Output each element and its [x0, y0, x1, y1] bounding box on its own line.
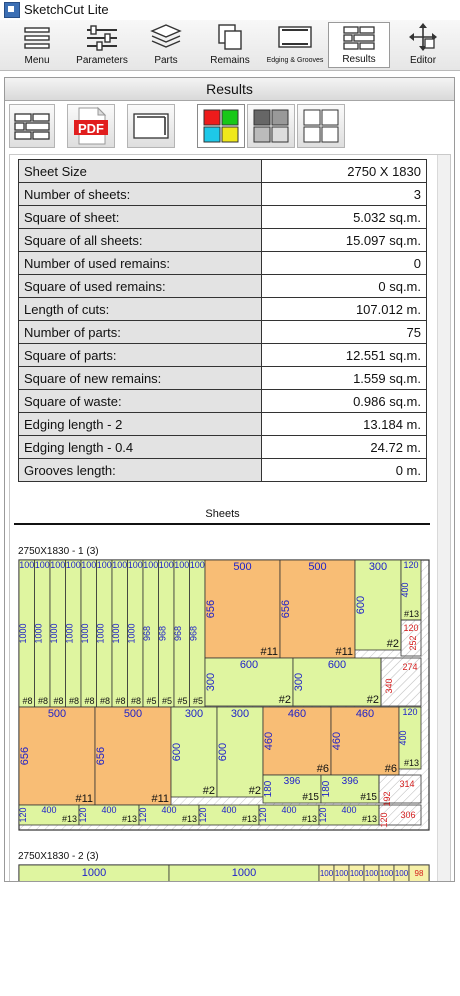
stats-row [19, 252, 427, 275]
stats-value: 107.012 m. [262, 298, 427, 321]
toolbar-edging-button[interactable] [262, 22, 328, 68]
toolbar-remains-button[interactable] [198, 22, 262, 68]
part-height-label: 300 [293, 672, 305, 692]
part-id-label: #15 [360, 792, 377, 803]
part-width-label: 100 [143, 560, 159, 570]
part-id-label: #2 [386, 638, 399, 650]
sheet-2-layout[interactable] [18, 864, 430, 882]
stats-key: Edging length - 0.4 [19, 436, 262, 459]
part-id-label: #5 [161, 696, 172, 706]
part-id-label: #8 [115, 696, 126, 706]
part-height-label: 656 [205, 599, 217, 619]
part-height-label: 120 [258, 807, 268, 823]
part-width-label: 100 [65, 560, 81, 570]
part-width-label: 400 [341, 805, 357, 815]
remnant-label: 192 [382, 791, 392, 807]
title-bar [0, 0, 460, 21]
part-id-label: #8 [68, 696, 79, 706]
part-width-label: 100 [81, 560, 97, 570]
part-id-label: #5 [146, 696, 157, 706]
stats-value: 13.184 m. [262, 413, 427, 436]
part-width-label: 100 [34, 560, 50, 570]
results-scroll-area[interactable] [9, 154, 451, 882]
part-width-label: 98 [414, 869, 424, 878]
sheets-layout-button[interactable] [9, 104, 55, 148]
part-id-label: #13 [61, 814, 77, 824]
results-grid-icon [342, 23, 376, 53]
part-height-label: 120 [18, 807, 28, 823]
part-id-label: #6 [316, 763, 329, 775]
stats-key: Square of all sheets: [19, 229, 262, 252]
part-width-label: 100 [96, 560, 112, 570]
toolbar-parts-label: Parts [154, 55, 178, 66]
toolbar-editor-label: Editor [409, 55, 437, 66]
part-width-label: 100 [127, 560, 143, 570]
main-toolbar [0, 20, 460, 71]
color-squares-icon [198, 105, 244, 147]
toolbar-editor-button[interactable] [392, 22, 454, 68]
part-width-label: 100 [379, 869, 394, 878]
part-id-label: #15 [302, 792, 319, 803]
toolbar-edging-label: Edging & Grooves [266, 57, 324, 64]
stats-key: Number of used remains: [19, 252, 262, 275]
stats-key: Square of used remains: [19, 275, 262, 298]
sheet-2-caption: 2750X1830 - 2 (3) [18, 851, 99, 862]
part-width-label: 100 [334, 869, 349, 878]
results-table [18, 159, 427, 482]
move-icon [408, 22, 438, 52]
part-height-label: 656 [19, 746, 31, 766]
stats-value: 1.559 sq.m. [262, 367, 427, 390]
part-id-label: #2 [278, 694, 291, 706]
sheets-divider [14, 523, 430, 525]
app-logo-icon [4, 2, 20, 18]
stats-row [19, 413, 427, 436]
part-height-label: 656 [95, 746, 107, 766]
part-width-label: 1000 [81, 867, 107, 879]
stats-key: Number of sheets: [19, 183, 262, 206]
part-width-label: 500 [233, 561, 252, 573]
part-height-label: 1000 [18, 623, 28, 644]
stats-key: Length of cuts: [19, 298, 262, 321]
part-width-label: 100 [364, 869, 379, 878]
part-id-label: #11 [75, 793, 93, 805]
part-height-label: 656 [280, 599, 292, 619]
stats-key: Edging length - 2 [19, 413, 262, 436]
part-width-label: 396 [283, 776, 301, 787]
toolbar-parameters-label: Parameters [76, 55, 128, 66]
toolbar-results-label: Results [342, 54, 376, 65]
stats-value: 0 [262, 252, 427, 275]
part-id-label: #11 [151, 793, 169, 805]
part-width-label: 100 [50, 560, 66, 570]
stats-row [19, 321, 427, 344]
sliders-icon [85, 22, 119, 52]
results-panel [4, 77, 455, 882]
part-width-label: 100 [19, 560, 35, 570]
stats-key: Square of new remains: [19, 367, 262, 390]
stats-value: 5.032 sq.m. [262, 206, 427, 229]
remnant-label: 120 [403, 623, 419, 633]
part-width-label: 300 [184, 708, 204, 720]
part-id-label: #8 [22, 696, 33, 706]
stats-value: 24.72 m. [262, 436, 427, 459]
part-width-label: 1000 [231, 867, 257, 879]
part-width-label: 100 [319, 869, 334, 878]
part-height-label: 120 [318, 807, 328, 823]
part-id-label: #2 [248, 785, 261, 797]
part-height-label: 120 [138, 807, 148, 823]
gray-mode-button[interactable] [247, 104, 295, 148]
part-id-label: #2 [366, 694, 379, 706]
part-id-label: #5 [177, 696, 188, 706]
part-height-label: 600 [355, 595, 367, 615]
part-height-label: 460 [331, 731, 343, 751]
part-id-label: #13 [241, 814, 257, 824]
sheet-view-button[interactable] [127, 104, 175, 148]
part-height-label: 1000 [80, 623, 90, 644]
stats-row [19, 390, 427, 413]
part-height-label: 180 [263, 780, 274, 798]
part-height-label: 400 [400, 582, 410, 598]
remnant-label: 252 [408, 635, 418, 651]
stats-key: Number of parts: [19, 321, 262, 344]
stats-row [19, 459, 427, 482]
pdf-label: PDF [78, 121, 104, 136]
part-width-label: 460 [287, 708, 307, 720]
toolbar-results-button[interactable] [328, 22, 390, 68]
part-height-label: 968 [188, 625, 199, 642]
part-id-label: #13 [361, 814, 377, 824]
stats-value: 3 [262, 183, 427, 206]
part-id-label: #6 [384, 763, 397, 775]
stats-value: 75 [262, 321, 427, 344]
stats-row [19, 367, 427, 390]
part-width-label: 100 [112, 560, 128, 570]
stats-key: Square of sheet: [19, 206, 262, 229]
outline-squares-icon [298, 105, 344, 147]
remnant-label: 314 [399, 779, 415, 789]
stats-row [19, 229, 427, 252]
part-id-label: #8 [130, 696, 141, 706]
edging-icon [277, 22, 313, 52]
stats-row [19, 183, 427, 206]
sheet-1-layout[interactable] [18, 559, 430, 831]
stats-value: 2750 X 1830 [262, 160, 427, 183]
stats-key: Square of waste: [19, 390, 262, 413]
part-id-label: #13 [121, 814, 137, 824]
part-height-label: 600 [171, 742, 183, 762]
part-width-label: 500 [123, 708, 143, 720]
outline-mode-button[interactable] [297, 104, 345, 148]
sheet-outline-icon [128, 105, 174, 147]
layers-icon [149, 22, 183, 52]
stats-row [19, 160, 427, 183]
part-width-label: 120 [403, 560, 419, 570]
menu-icon [23, 22, 51, 52]
part-width-label: 460 [355, 708, 375, 720]
vertical-scrollbar[interactable] [437, 155, 450, 881]
remnant-label: 274 [402, 662, 418, 672]
part-width-label: 400 [281, 805, 297, 815]
part-id-label: #8 [99, 696, 110, 706]
stats-row [19, 275, 427, 298]
stats-value: 0 m. [262, 459, 427, 482]
stats-key: Grooves length: [19, 459, 262, 482]
part-height-label: 400 [398, 730, 408, 746]
remnant-label: 340 [384, 678, 394, 694]
color-mode-button[interactable] [197, 104, 245, 148]
part-width-label: 300 [230, 708, 250, 720]
sheet-1-caption: 2750X1830 - 1 (3) [18, 546, 99, 557]
toolbar-remains-label: Remains [210, 55, 250, 66]
toolbar-menu-label: Menu [24, 55, 50, 66]
part-id-label: #2 [202, 785, 215, 797]
remains-icon [215, 22, 245, 52]
part-width-label: 400 [221, 805, 237, 815]
part-width-label: 100 [158, 560, 174, 570]
toolbar-parameters-button[interactable] [70, 22, 134, 68]
part-width-label: 600 [327, 659, 347, 671]
stats-row [19, 344, 427, 367]
part-height-label: 120 [198, 807, 208, 823]
stats-value: 0 sq.m. [262, 275, 427, 298]
toolbar-parts-button[interactable] [134, 22, 198, 68]
part-id-label: #8 [37, 696, 48, 706]
part-height-label: 1000 [95, 623, 106, 644]
part-id-label: #11 [260, 646, 278, 658]
part-id-label: #13 [403, 609, 419, 619]
part-id-label: #13 [181, 814, 197, 824]
pdf-export-button[interactable] [67, 104, 115, 148]
part-width-label: 396 [341, 776, 359, 787]
part-width-label: 100 [189, 560, 205, 570]
part-width-label: 100 [394, 869, 409, 878]
part-height-label: 1000 [111, 623, 121, 644]
part-width-label: 400 [101, 805, 117, 815]
part-width-label: 500 [308, 561, 327, 573]
part-height-label: 968 [157, 625, 168, 642]
part-id-label: #11 [335, 646, 353, 658]
part-id-label: #5 [192, 696, 203, 706]
part-height-label: 1000 [126, 623, 137, 644]
stats-row [19, 298, 427, 321]
toolbar-menu-button[interactable] [4, 22, 70, 68]
stats-key: Square of parts: [19, 344, 262, 367]
part-id-label: #13 [403, 758, 419, 768]
part-width-label: 400 [161, 805, 177, 815]
part-height-label: 968 [173, 625, 183, 642]
part-height-label: 300 [205, 672, 217, 692]
part-id-label: #13 [301, 814, 317, 824]
stats-value: 0.986 sq.m. [262, 390, 427, 413]
panel-title: Results [5, 78, 454, 101]
part-width-label: 300 [368, 561, 388, 573]
part-height-label: 1000 [64, 623, 75, 644]
remnant-label: 120 [379, 812, 389, 828]
stats-row [19, 206, 427, 229]
app-title: SketchCut Lite [24, 2, 109, 17]
part-height-label: 1000 [49, 623, 59, 644]
remnant-label: 306 [400, 810, 416, 820]
stats-value: 12.551 sq.m. [262, 344, 427, 367]
part-height-label: 120 [78, 807, 88, 823]
part-width-label: 600 [239, 659, 259, 671]
part-width-label: 500 [47, 708, 67, 720]
part-width-label: 100 [349, 869, 364, 878]
gray-squares-icon [248, 105, 294, 147]
part-id-label: #8 [53, 696, 64, 706]
stats-key: Sheet Size [19, 160, 262, 183]
part-height-label: 968 [142, 625, 152, 642]
part-width-label: 400 [41, 805, 57, 815]
part-height-label: 180 [321, 780, 332, 798]
part-width-label: 120 [402, 707, 418, 717]
stats-row [19, 436, 427, 459]
stats-value: 15.097 sq.m. [262, 229, 427, 252]
part-height-label: 1000 [33, 623, 44, 644]
part-width-label: 100 [174, 560, 190, 570]
part-id-label: #8 [84, 696, 95, 706]
part-height-label: 460 [263, 731, 275, 751]
sheets-section-title: Sheets [205, 508, 240, 520]
sheets-layout-icon [10, 105, 54, 147]
part-height-label: 600 [217, 742, 229, 762]
